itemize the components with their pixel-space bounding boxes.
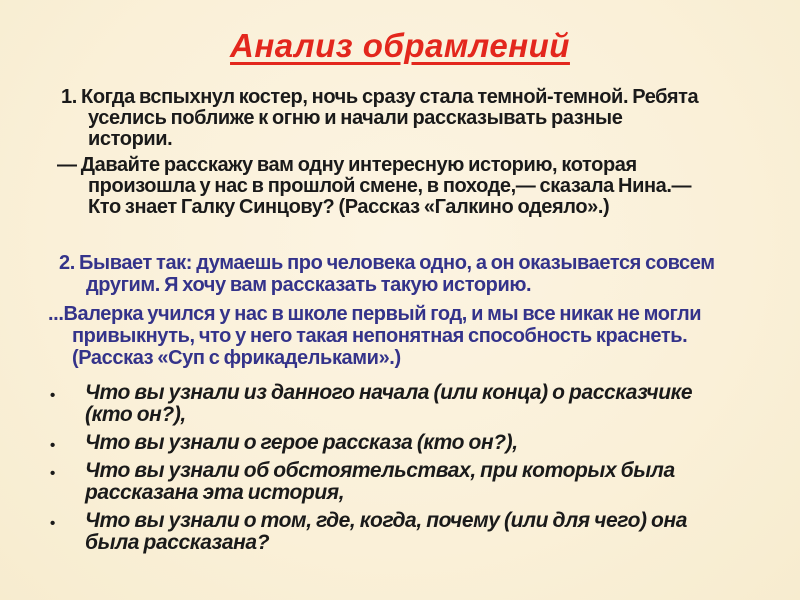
question-text: Что вы узнали о том, где, когда, почему (или для чего) она была рассказана? bbox=[85, 509, 688, 554]
excerpt1-paragraph-2: — Давайте расскажу вам одну интересную историю, которая произошла у нас в прошлой смене, в походе,— сказала Нина.— Кто знает Галку Синцову? (Рассказ «Галкино одеяло».) bbox=[57, 154, 692, 218]
question-text: Что вы узнали об обстоятельствах, при которых была рассказана эта история, bbox=[85, 459, 675, 504]
excerpt2-paragraph-2: ...Валерка учился у нас в школе первый год, и мы все никак не могли привыкнуть, что у него такая непонятная способность краснеть. (Рассказ «Суп с фрикадельками».) bbox=[48, 303, 702, 369]
bullet-icon: • bbox=[50, 515, 55, 532]
bullet-icon: • bbox=[50, 465, 55, 482]
bullet-icon: • bbox=[50, 437, 55, 454]
question-item bbox=[0, 510, 733, 554]
question-text: Что вы узнали о герое рассказа (кто он?), bbox=[85, 431, 518, 454]
question-item bbox=[0, 432, 733, 454]
slide-title: Анализ обрамлений bbox=[230, 27, 570, 64]
question-item bbox=[0, 382, 733, 426]
question-item bbox=[0, 460, 733, 504]
question-text: Что вы узнали из данного начала (или конца) о рассказчике (кто он?), bbox=[85, 381, 693, 426]
bullet-icon: • bbox=[50, 387, 55, 404]
excerpt2-paragraph-1: 2. Бывает так: думаешь про человека одно, а он оказывается совсем другим. Я хочу вам рассказать такую историю. bbox=[59, 252, 715, 296]
question-list bbox=[0, 382, 800, 554]
excerpt1-paragraph-1: 1. Когда вспыхнул костер, ночь сразу стала темной-темной. Ребята уселись поближе к огню и начали рассказывать разные истории. bbox=[61, 86, 699, 150]
